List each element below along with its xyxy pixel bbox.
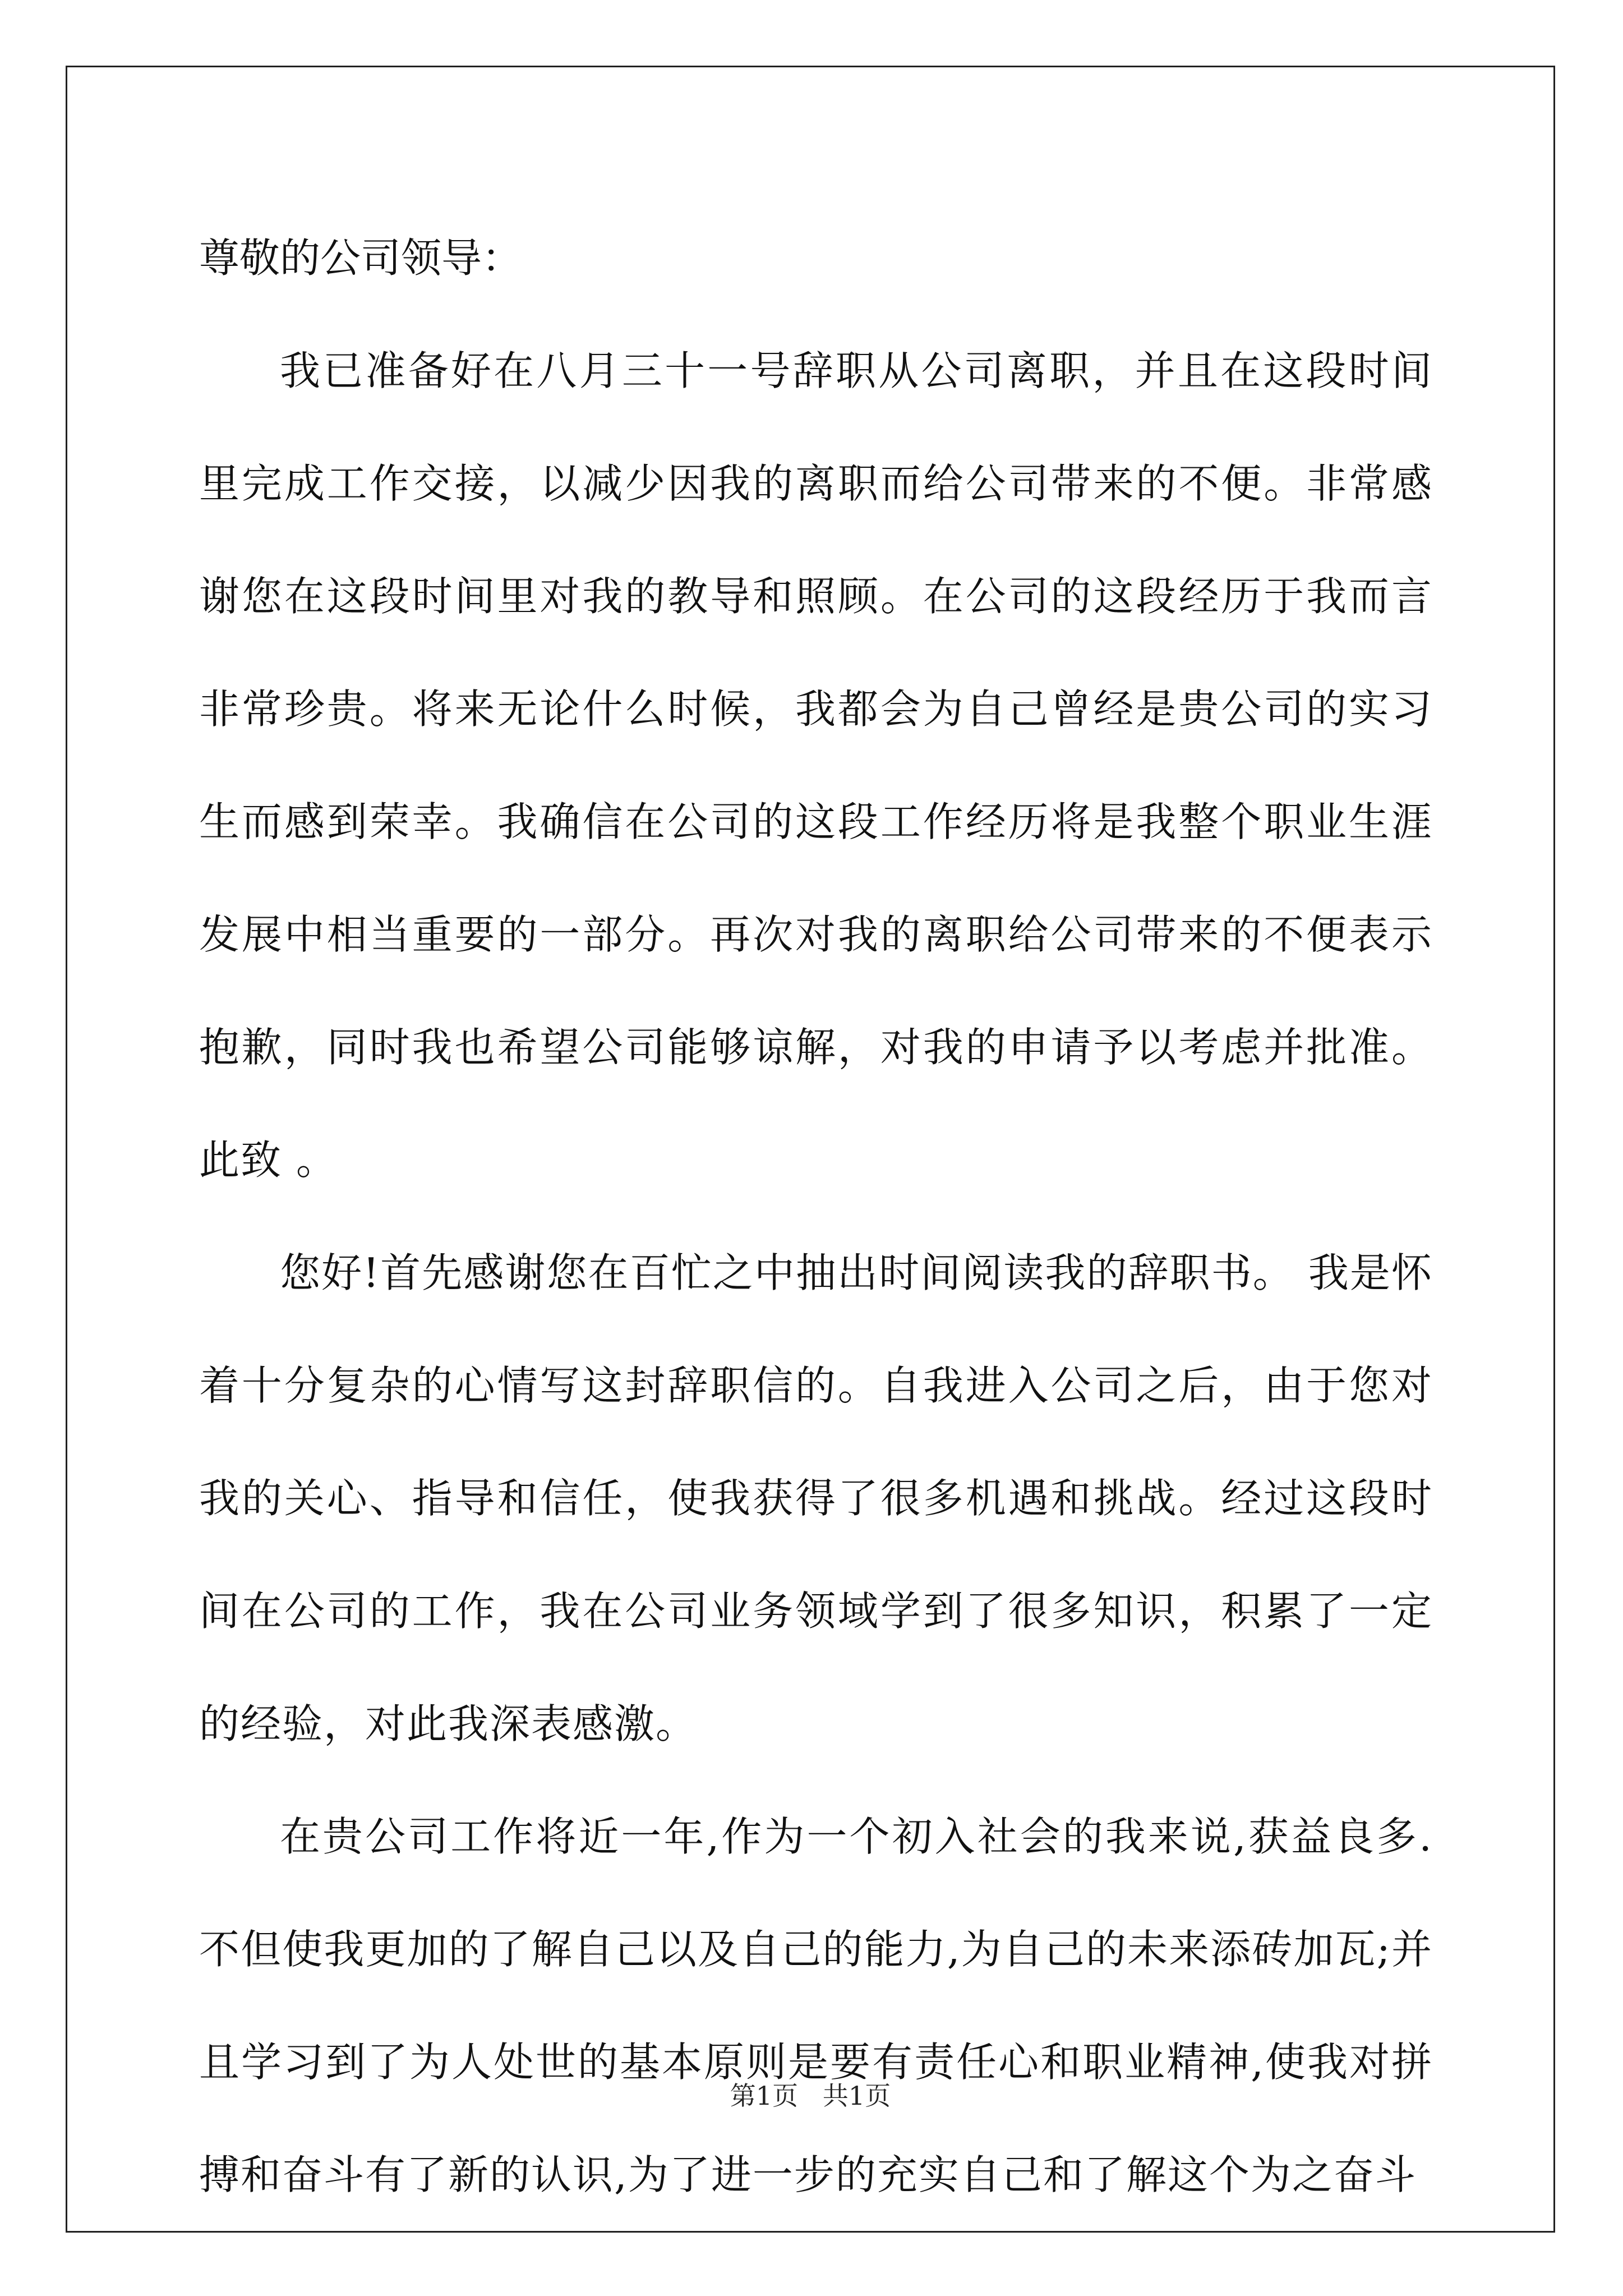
page-number-footer: 第1页 共1页 — [730, 2081, 891, 2111]
salutation: 尊敬的公司领导： — [199, 234, 523, 282]
letter-body — [199, 202, 1433, 2231]
paragraph-1: 我已准备好在八月三十一号辞职从公司离职，并且在这段时间里完成工作交接，以减少因我的离职而给公司带来的不便。非常感谢您在这段时间里对我的教导和照顾。在公司的这段经历于我而言非常珍贵。将来无论什么时候，我都会为自己曾经是贵公司的实习生而感到荣幸。我确信在公司的这段工作经历将是我整个职业生涯发展中相当重要的一部分。再次对我的离职给公司带来的不便表示抱歉，同时我也希望公司能够谅解，对我的申请予以考虑并批准。此致 。 — [199, 347, 1433, 1184]
paragraph-2: 您好!首先感谢您在百忙之中抽出时间阅读我的辞职书。 我是怀着十分复杂的心情写这封辞职信的。自我进入公司之后，由于您对我的关心、指导和信任，使我获得了很多机遇和挑战。经过这段时间在公司的工作，我在公司业务领域学到了很多知识，积累了一定的经验，对此我深表感激。 — [199, 1249, 1433, 1747]
paragraph-3: 在贵公司工作将近一年,作为一个初入社会的我来说,获益良多.不但使我更加的了解自己以及自己的能力,为自己的未来添砖加瓦;并且学习到了为人处世的基本原则是要有责任心和职业精神,使我对拼搏和奋斗有了新的认识,为了进一步的充实自己和了解这个为之奋斗 — [199, 1813, 1433, 2198]
